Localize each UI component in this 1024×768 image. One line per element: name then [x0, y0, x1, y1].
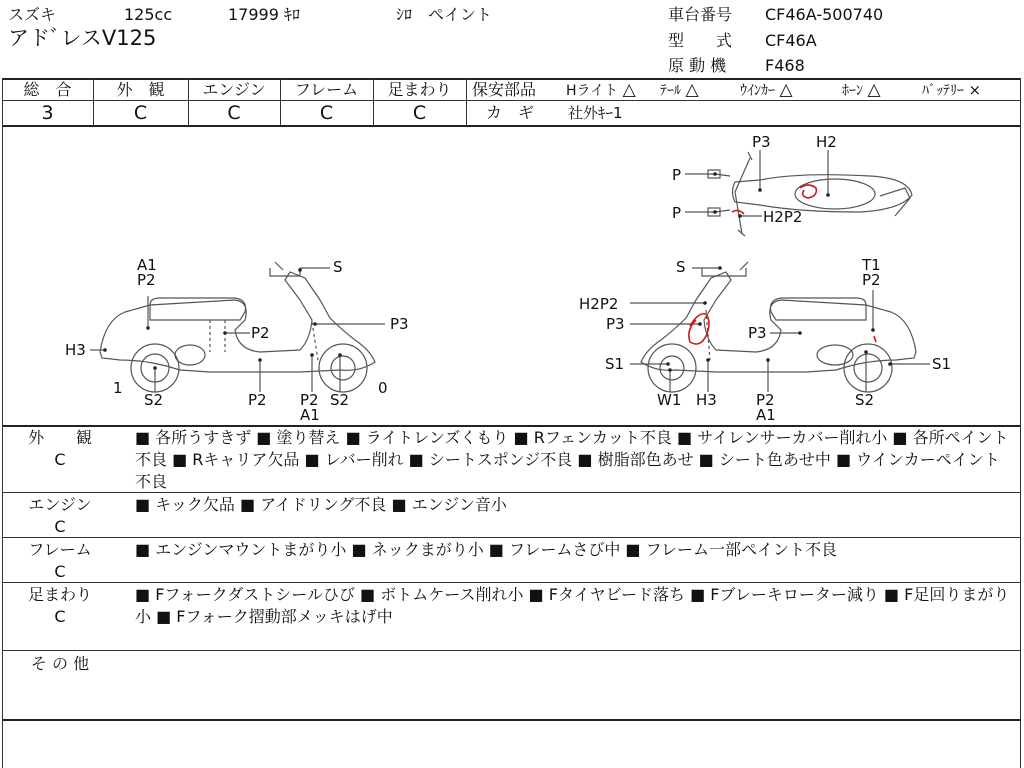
- diag-left-h3: H3: [65, 341, 86, 359]
- body-color: ｼﾛ ペイント: [396, 5, 493, 24]
- diag-left-one: 1: [113, 379, 123, 397]
- engine-section-grade: C: [54, 517, 66, 536]
- frame-grade-label: フレーム: [294, 80, 359, 99]
- diag-left-s2: S2: [144, 391, 164, 409]
- safety-item-name: ﾃｰﾙ: [660, 83, 681, 99]
- type-value: CF46A: [765, 31, 817, 50]
- diag-right-a1-lower: A1: [756, 406, 776, 424]
- diag-left-s2-right: S2: [330, 391, 350, 409]
- maker: スズキ: [8, 5, 57, 24]
- exterior-grade-value: C: [133, 102, 148, 124]
- diag-right-p3-left: P3: [606, 315, 625, 333]
- safety-item-mark: △: [867, 80, 881, 100]
- diag-right-p2-top: P2: [862, 271, 881, 289]
- safety-parts-label: 保安部品: [472, 80, 537, 99]
- exterior-comments: ■ 各所うすきず ■ 塗り替え ■ ライトレンズくもり ■ Rフェンカット不良 ■ サイレンサーカバー削れ小 ■ 各所ペイント不良 ■ Rキャリア欠品 ■ レバー削れ ■ シートスポンジ不良 ■ 樹脂部色あせ ■ シート色あせ中 ■ ウインカーペイント不良: [135, 428, 1009, 491]
- mileage: 17999 ｷﾛ: [228, 5, 300, 24]
- diag-right-p2-lower: P2: [756, 391, 775, 409]
- engine-model-value: F468: [765, 56, 805, 75]
- safety-item-tail: [660, 80, 699, 101]
- diag-left-p2-top: P2: [137, 271, 156, 289]
- diag-right-s: S: [676, 258, 686, 276]
- diag-top-p-upper: P: [672, 166, 682, 184]
- diag-right-s1-left: S1: [605, 355, 625, 373]
- left-front-wheel: [319, 344, 367, 392]
- diag-right-h2p2: H2P2: [579, 295, 619, 313]
- displacement: 125cc: [124, 5, 173, 24]
- safety-item-name: Hライト: [566, 83, 619, 99]
- safety-item-horn: [842, 80, 881, 101]
- engine-comments: ■ キック欠品 ■ アイドリング不良 ■ エンジン音小: [135, 495, 507, 514]
- overall-grade-label: 総 合: [23, 80, 72, 99]
- safety-item-name: ﾎｰﾝ: [842, 83, 863, 99]
- diag-right-p3-center: P3: [748, 324, 767, 342]
- safety-item-mark: ×: [968, 81, 982, 99]
- damage-mark-right-rear: [874, 336, 876, 342]
- engine-grade-value: C: [227, 102, 241, 124]
- model-name: アドﾞレスV125: [8, 26, 157, 50]
- grade-col-divider-5: [466, 79, 467, 125]
- section-divider-4: [2, 650, 1020, 651]
- safety-item-headlight: [566, 80, 636, 101]
- suspension-section-title: 足まわり: [27, 585, 92, 604]
- diag-top-h2p2: H2P2: [763, 208, 803, 226]
- frame-comments: ■ エンジンマウントまがり小 ■ ネックまがり小 ■ フレームさび中 ■ フレーム一部ペイント不良: [135, 540, 837, 559]
- exterior-section-grade: C: [54, 450, 66, 469]
- key-label: カ ギ: [486, 103, 535, 122]
- frame-section-grade: C: [54, 562, 66, 581]
- diag-left-p2-bottom: P2: [248, 391, 267, 409]
- safety-item-name: ﾊﾞｯﾃﾘｰ: [922, 83, 964, 99]
- diag-top-p3: P3: [752, 133, 771, 151]
- engine-grade-label: エンジン: [202, 80, 266, 99]
- engine-model-label: 原 動 機: [668, 56, 727, 75]
- diag-left-p2-center: P2: [251, 324, 270, 342]
- safety-item-battery: [922, 80, 981, 101]
- damage-mark-top: [800, 185, 816, 198]
- overall-grade-value: 3: [41, 102, 54, 124]
- exterior-section-title: 外 観: [27, 428, 92, 447]
- suspension-grade-label: 足まわり: [387, 80, 452, 99]
- section-divider-3: [2, 582, 1020, 583]
- frame-number-label: 車台番号: [668, 5, 733, 24]
- diag-top-p-lower: P: [672, 204, 682, 222]
- suspension-section-grade: C: [54, 607, 66, 626]
- diag-top-h2: H2: [816, 133, 837, 151]
- section-divider-2: [2, 537, 1020, 538]
- engine-section-title: エンジン: [28, 495, 92, 514]
- type-label: 型 式: [668, 31, 733, 50]
- diag-right-s1-right: S1: [932, 355, 952, 373]
- safety-item-mark: △: [622, 80, 636, 100]
- diag-left-a1: A1: [137, 256, 157, 274]
- section-divider-5: [2, 719, 1020, 721]
- other-section-title: そ の 他: [30, 654, 90, 673]
- diag-left-zero: 0: [378, 379, 388, 397]
- safety-item-mark: △: [685, 80, 699, 100]
- frame-number-value: CF46A-500740: [765, 5, 884, 24]
- diag-left-s: S: [333, 258, 343, 276]
- safety-item-mark: △: [779, 80, 793, 100]
- frame-section-title: フレーム: [28, 540, 92, 559]
- top-view-seat: [795, 179, 875, 209]
- suspension-comments: ■ Fフォークダストシールひび ■ ボトムケース削れ小 ■ Fタイヤビード落ち ■ Fブレーキローター減り ■ F足回りまがり小 ■ Fフォーク摺動部メッキはげ中: [135, 585, 1010, 626]
- diag-left-p2-lower: P2: [300, 391, 319, 409]
- frame-grade-value: C: [319, 102, 334, 124]
- safety-item-winker: [740, 80, 793, 101]
- suspension-grade-value: C: [412, 102, 427, 124]
- safety-item-name: ｳｲﾝｶｰ: [740, 83, 775, 99]
- diag-right-s2: S2: [855, 391, 875, 409]
- right-seat: [770, 298, 866, 320]
- key-value: 社外ｷｰ1: [568, 104, 623, 122]
- diag-right-w1: W1: [657, 391, 682, 409]
- exterior-grade-label: 外 観: [116, 80, 165, 99]
- diag-left-p3: P3: [390, 315, 409, 333]
- left-seat: [150, 298, 246, 320]
- diag-right-h3: H3: [696, 391, 717, 409]
- diag-right-t1: T1: [862, 256, 881, 274]
- diag-left-a1-lower: A1: [300, 406, 320, 424]
